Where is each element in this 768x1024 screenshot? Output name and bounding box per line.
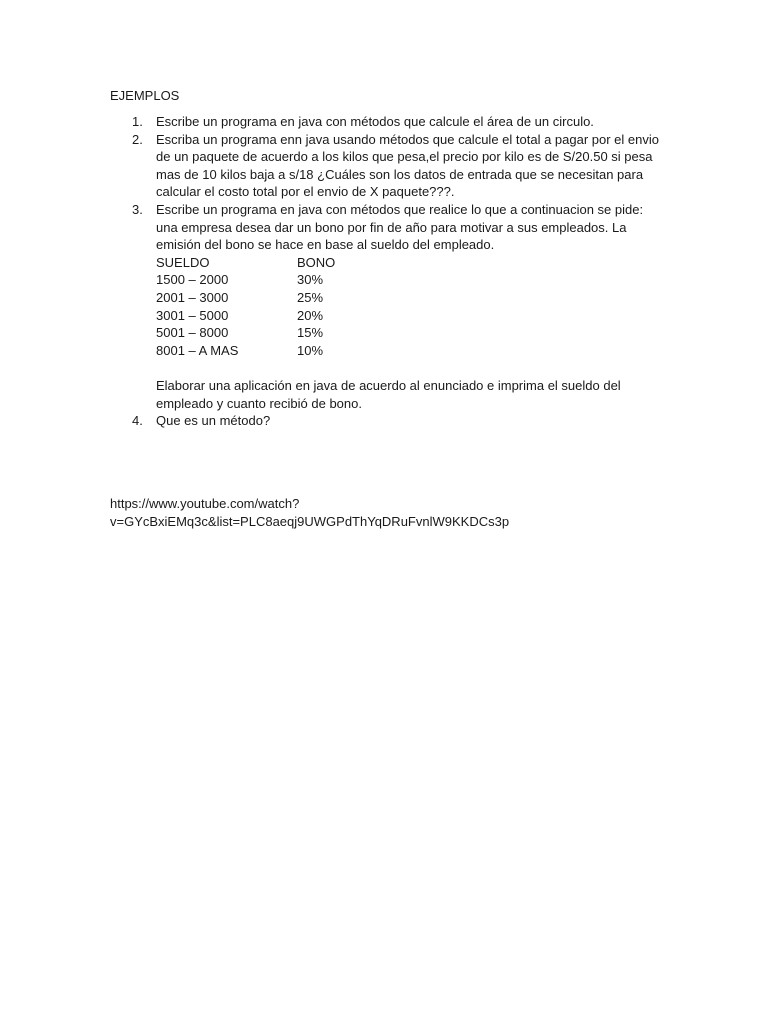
bonus-percent: 10% (297, 342, 324, 358)
item-text-line: Elaborar una aplicación en java de acuerdo al enunciado e imprima el sueldo del (156, 377, 621, 393)
item-number: 1. (132, 114, 143, 129)
list-item (110, 412, 670, 430)
salary-range: 3001 – 5000 (156, 307, 229, 323)
document-heading: EJEMPLOS (110, 88, 180, 103)
item-text-line: Escriba un programa enn java usando métodos que calcule el total a pagar por el envio (156, 131, 659, 147)
table-row (156, 289, 670, 307)
item-text-line: de un paquete de acuerdo a los kilos que pesa,el precio por kilo es de S/20.50 si pesa (156, 149, 653, 165)
item-number: 2. (132, 131, 143, 147)
item-text-line: calcular el costo total por el envio de X paquete???. (156, 184, 455, 200)
item-text: Escribe un programa en java con métodos que calcule el área de un circulo. (156, 114, 594, 129)
item-text-line: una empresa desea dar un bono por fin de año para motivar a sus empleados. La (156, 219, 627, 235)
list-item (110, 113, 670, 131)
table-row (156, 307, 670, 325)
item-text-line: mas de 10 kilos baja a s/18 ¿Cuáles son los datos de entrada que se necesitan para (156, 166, 644, 182)
list-item (110, 131, 670, 201)
table-row (156, 271, 670, 289)
salary-range: 1500 – 2000 (156, 272, 229, 288)
item-text-line: Escribe un programa en java con métodos que realice lo que a continuacion se pide: (156, 201, 644, 217)
list-item (110, 201, 670, 412)
bonus-table (156, 254, 670, 360)
bonus-percent: 25% (297, 289, 324, 305)
salary-range: 2001 – 3000 (156, 289, 229, 305)
item-number: 4. (132, 413, 143, 429)
column-header-bono: BONO (297, 254, 336, 270)
item-number: 3. (132, 201, 143, 217)
link-line[interactable]: https://www.youtube.com/watch? (110, 496, 300, 511)
bonus-percent: 15% (297, 325, 324, 341)
table-header-row (156, 254, 670, 272)
table-row (156, 342, 670, 360)
item-text: Que es un método? (156, 413, 271, 429)
salary-range: 8001 – A MAS (156, 342, 239, 358)
item-text-line: emisión del bono se hace en base al sueldo del empleado. (156, 237, 495, 253)
youtube-link[interactable] (110, 495, 670, 530)
bonus-percent: 20% (297, 307, 324, 323)
salary-range: 5001 – 8000 (156, 325, 229, 341)
link-line[interactable]: v=GYcBxiEMq3c&list=PLC8aeqj9UWGPdThYqDRuFvnlW9KKDCs3p (110, 513, 510, 529)
exercise-list (110, 113, 670, 430)
table-row (156, 324, 670, 342)
item-text-line: empleado y cuanto recibió de bono. (156, 395, 362, 411)
column-header-sueldo: SUELDO (156, 254, 210, 270)
bonus-percent: 30% (297, 272, 324, 288)
blank-line (156, 359, 670, 377)
